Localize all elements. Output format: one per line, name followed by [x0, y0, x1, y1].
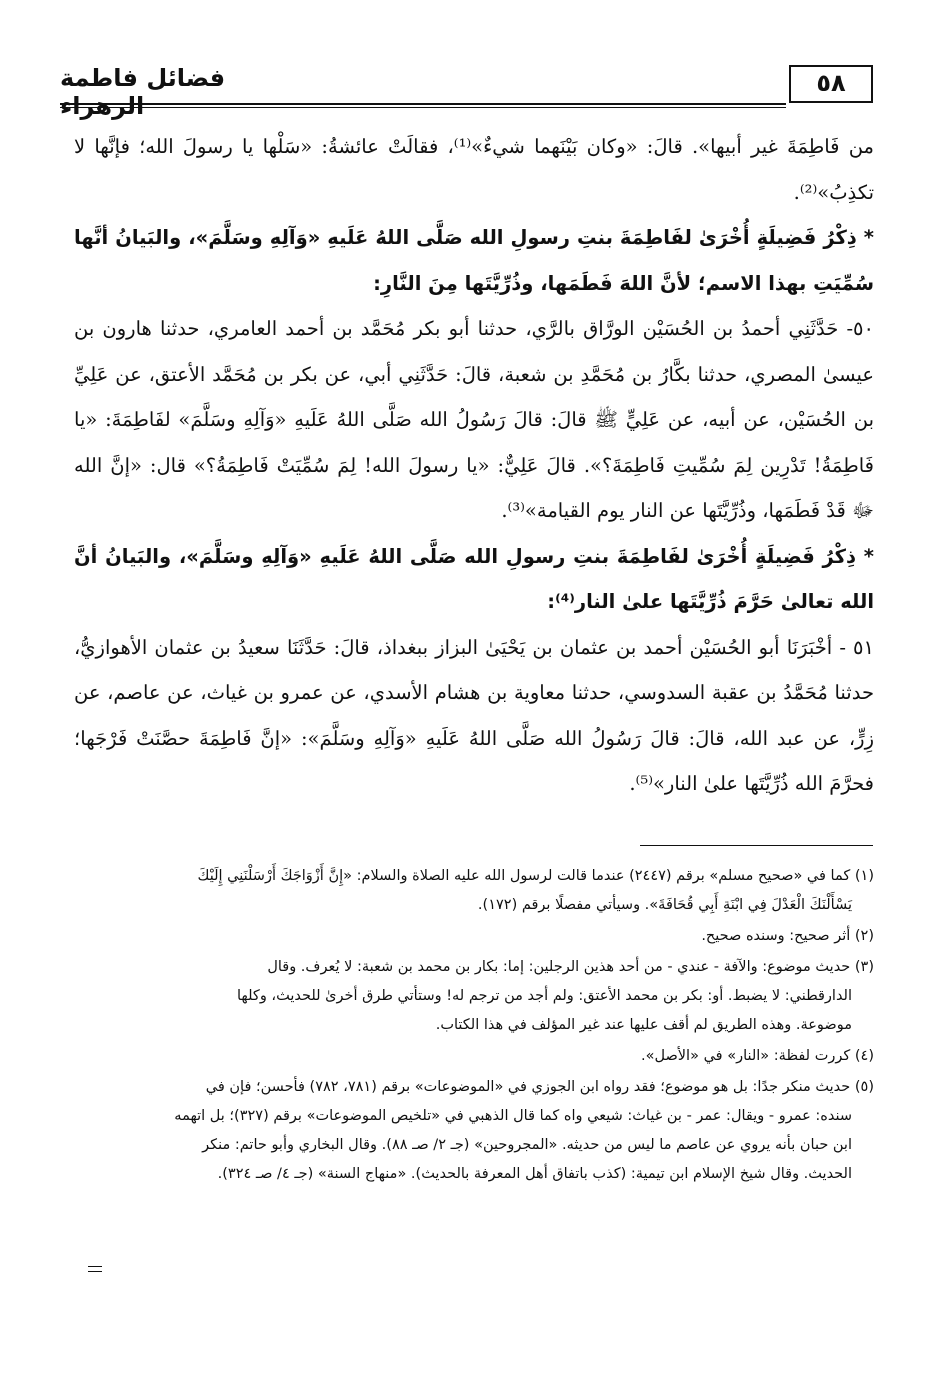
main-text [74, 124, 874, 807]
footnote-separator [640, 845, 873, 846]
header-rule [60, 103, 786, 105]
footnote-4: (٤) كررت لفظة: «النار» في «الأصل». [641, 1048, 874, 1064]
page-number: ٥٨ [816, 69, 846, 97]
page-number-box [789, 65, 873, 103]
section-heading: * ذِكْرُ فَضِيلَةٍ أُخْرَىٰ لفَاطِمَةَ بنتِ رسولِ الله صَلَّى اللهُ عَلَيهِ «وَآلِهِ وسَلَّمَ»، والبَيانُ أنَّ الله تعالىٰ حَرَّمَ ذُرِّيَّتَها علىٰ النار⁽⁴⁾: [74, 544, 874, 613]
footnote-2: (٢) أثر صحيح: وسنده صحيح. [701, 928, 874, 944]
hadith-51: ٥١ - أخْبَرَنَا أبو الحُسَيْن أحمد بن عثمان بن يَحْيَىٰ البزاز ببغداذ، قالَ: حَدَّثَنَا سعيدُ بن عثمان الأهوازيُّ، حدثنا مُحَمَّدُ بن عقبة السدوسي، حدثنا معاوية بن هشام الأسدي، عن عمرو بن غياث، عن عاصم، عن زِرٍّ، عن عبد الله، قالَ: قالَ رَسُولُ الله صَلَّى اللهُ عَلَيهِ «وَآلِهِ وسَلَّمَ»: «إنَّ فَاطِمَةَ حصَّنَتْ فَرْجَها؛ فحرَّمَ الله ذُرِّيَّتَها علىٰ النار»⁽⁵⁾. [74, 635, 874, 795]
hadith-50: ٥٠- حَدَّثَنِي أحمدُ بن الحُسَيْن الورَّاق بالرَّي، حدثنا أبو بكر مُحَمَّد بن أحمد العامري، حدثنا هارون بن عيسىٰ المصري، حدثنا بكَّارُ بن مُحَمَّدِ بن شعبة، قالَ: حَدَّثَنِي أبي، عن بكر بن مُحَمَّد الأعتق، عن عَلِيِّ بن الحُسَيْن، عن أبيه، عن عَلِيٍّ ﷺ قالَ: قالَ رَسُولُ الله صَلَّى اللهُ عَلَيهِ «وَآلِهِ وسَلَّمَ» لفَاطِمَةَ: «يا فَاطِمَةُ! تَدْرِين لِمَ سُمِّيتِ فَاطِمَةَ؟». قالَ عَلِيٌّ: «يا رسولَ الله! لِمَ سُمِّيَتْ فَاطِمَةُ؟» قال: «إنَّ الله ﷻ قَدْ فَطَمَها، وذُرِّيَّتَها عن النار يوم القيامة»⁽³⁾. [74, 317, 874, 522]
footnote-5: (٥) حديث منكر جدًا: بل هو موضوع؛ فقد رواه ابن الجوزي في «الموضوعات» برقم (٧٨١، ٧٨٢) فأحسن؛ فإن في سنده: عمرو - ويقال: عمر - بن غياث: شيعي واه كما قال الذهبي في «تلخيص الموضوعات» برقم (٣٢٧)؛ بل اتهمه ابن حبان بأنه يروي عن عاصم ما ليس من حديثه. «المجروحين» (جـ ٢/ صـ ٨٨). وقال البخاري وأبو حاتم: منكر الحديث. وقال شيخ الإسلام ابن تيمية: (كذب باتفاق أهل المعرفة بالحديث). «منهاج السنة» (جـ ٤/ صـ ٣٢٤). [174, 1079, 874, 1182]
running-title: فضائل فاطمة الزهراء [60, 64, 226, 120]
header-rule-thin [60, 107, 786, 108]
section-heading: * ذِكْرُ فَضِيلَةٍ أُخْرَىٰ لفَاطِمَةَ بنتِ رسولِ الله صَلَّى اللهُ عَلَيهِ «وَآلِهِ وسَلَّمَ»، والبَيانُ أنَّها سُمِّيَتِ بهذا الاسم؛ لأنَّ اللهَ فَطَمَها، وذُرِّيَّتَها مِنَ النَّارِ: [74, 226, 874, 295]
footnote-1: (١) كما في «صحيح مسلم» برقم (٢٤٤٧) عندما قالت لرسول الله عليه الصلاة والسلام: «إِنَّ أَزْوَاجَكَ أَرْسَلْنَنِي إِلَيْكَ يَسْأَلْنَكَ الْعَدْلَ فِي ابْنَةِ أَبِي قُحَافَةَ». وسيأتي مفصلًا برقم (١٧٢). [197, 868, 874, 913]
footnote-3: (٣) حديث موضوع: والآفة - عندي - من أحد هذين الرجلين: إما: بكار بن محمد بن شعبة: لا يُعرف. وقال الدارقطني: لا يضبط. أو: بكر بن محمد الأعتق: ولم أجد من ترجم له! وستأتي طرق أخرىٰ للحديث، وكلها موضوعة. وهذه الطريق لم أقف عليها عند غير المؤلف في هذا الكتاب. [237, 959, 874, 1033]
continuation-mark [88, 1266, 102, 1276]
paragraph-continuation: من فَاطِمَةَ غير أبيها». قالَ: «وكان بَيْنَهما شيءٌ»⁽¹⁾، فقالَتْ عائشةُ: «سَلْها يا رسولَ الله؛ فإنَّها لا تكذِبُ»⁽²⁾. [74, 135, 874, 204]
footnotes [74, 862, 874, 1191]
